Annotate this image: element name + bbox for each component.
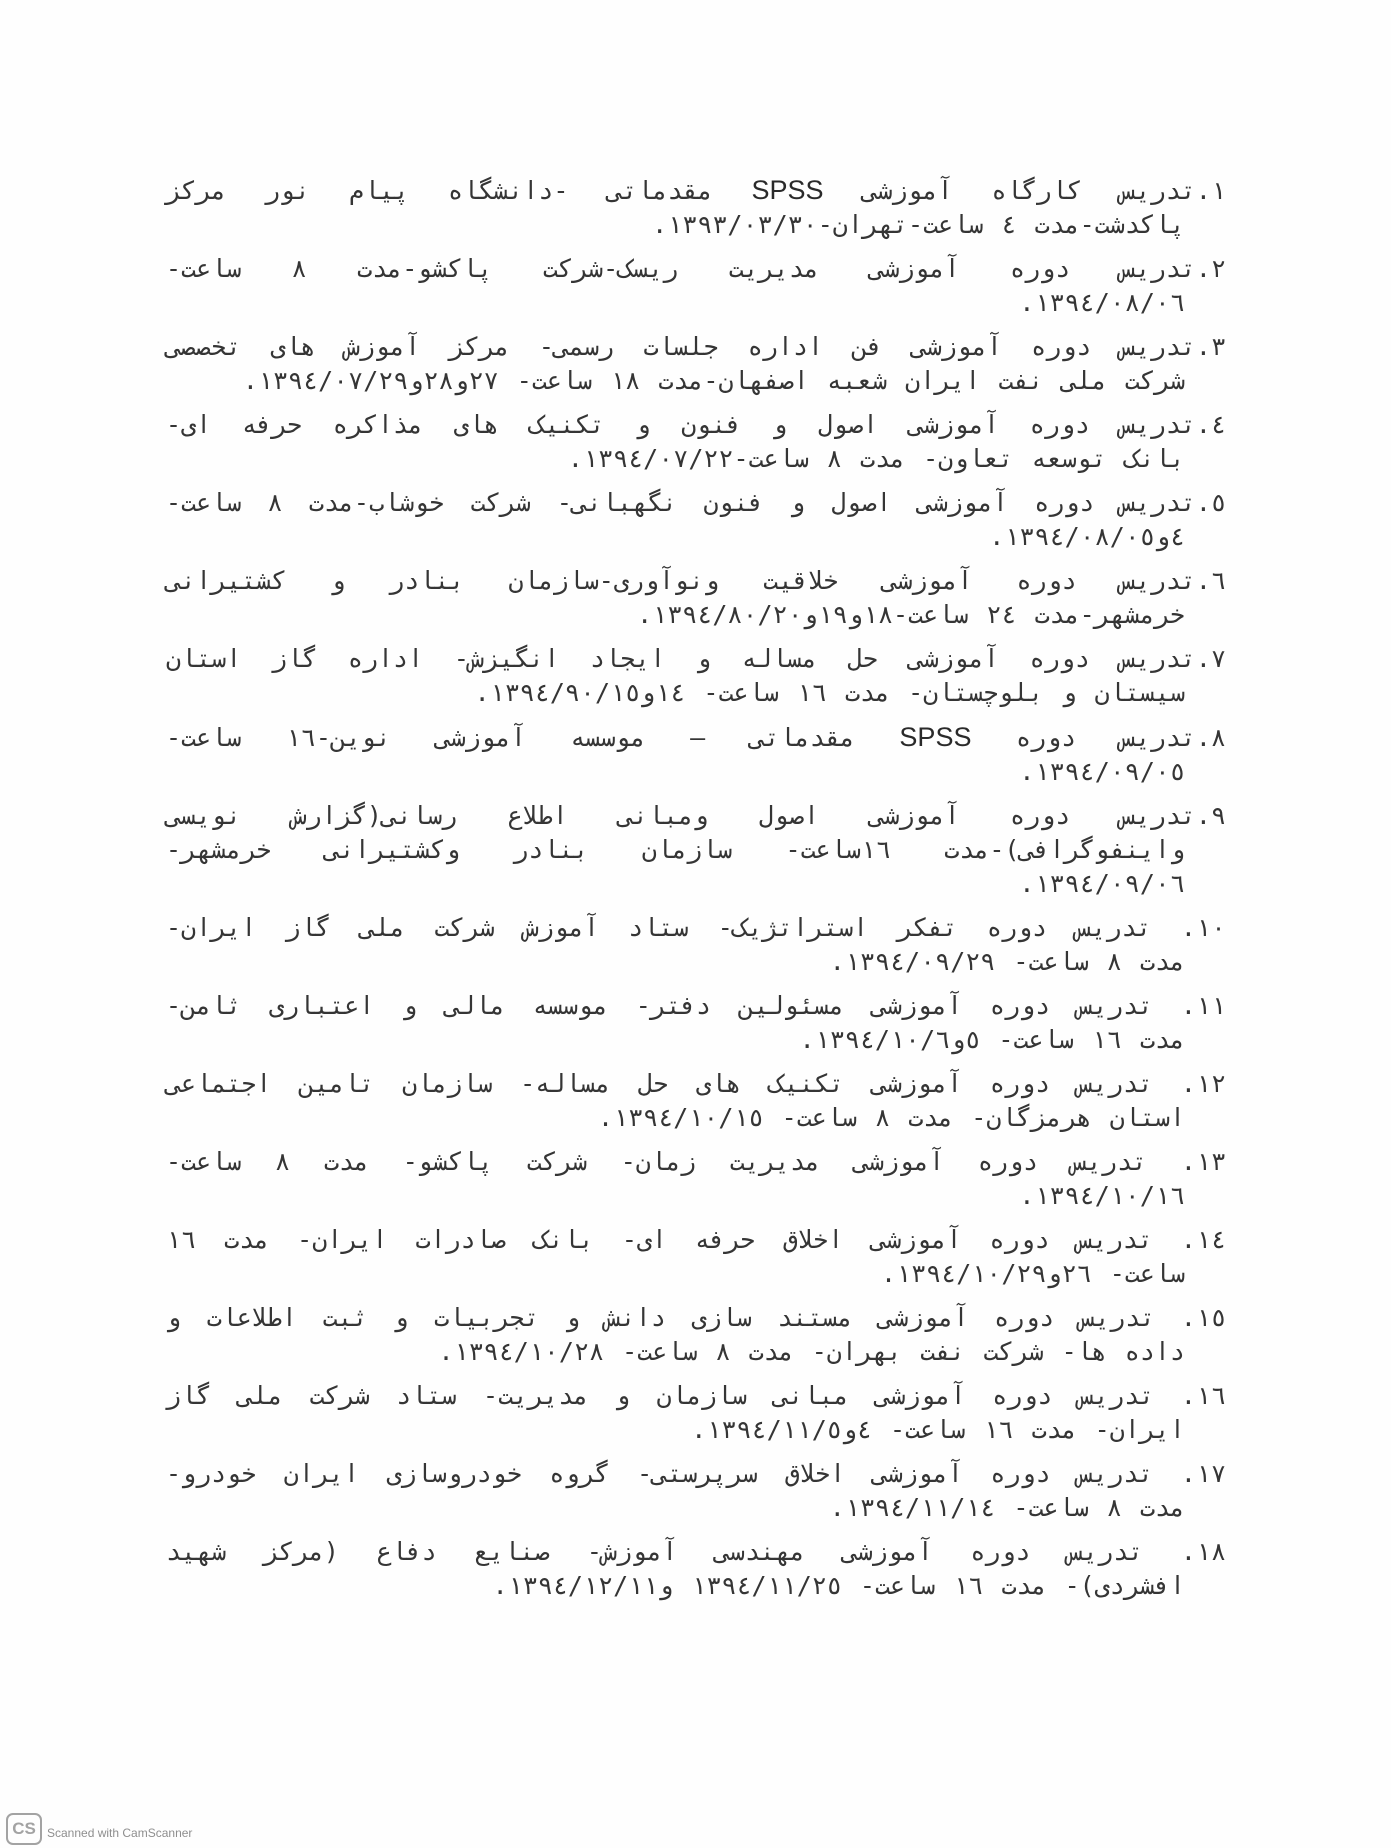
item-line: ١٣٩٤/٠٩/٠٦. bbox=[1019, 869, 1185, 898]
line-text: مقدماتی -دانشگاه پیام نور مرکز bbox=[166, 176, 752, 205]
line-text-latin: SPSS bbox=[751, 175, 824, 205]
item-line: ١٤. تدریس دوره آموزشی اخلاق حرفه ای- بانک صادرات ایران- مدت ١٦ bbox=[166, 1225, 1226, 1254]
item-line: داده ها- شرکت نفت بهران- مدت ٨ ساعت- ١٣٩٤/١٠/٢٨. bbox=[438, 1337, 1185, 1366]
item-line: ١٢. تدریس دوره آموزشی تکنیک های حل مساله- سازمان تامین اجتماعی bbox=[166, 1069, 1226, 1098]
item-line: ١٦. تدریس دوره آموزشی مبانی سازمان و مدیریت- ستاد شرکت ملی گاز bbox=[166, 1381, 1226, 1410]
item-line: ١٣. تدریس دوره آموزشی مدیریت زمان- شرکت پاکشو- مدت ٨ ساعت- bbox=[166, 1147, 1226, 1176]
item-line: ١٣٩٤/١٠/١٦. bbox=[1019, 1181, 1185, 1210]
list-item bbox=[166, 1535, 1226, 1603]
list-item bbox=[166, 1379, 1226, 1447]
item-line: ١٨. تدریس دوره آموزشی مهندسی آموزش- صنایع دفاع (مرکز شهید bbox=[166, 1537, 1226, 1566]
list-item bbox=[166, 1145, 1226, 1213]
list-item bbox=[166, 720, 1226, 789]
list-item bbox=[166, 642, 1226, 710]
item-line: افشردی)- مدت ١٦ ساعت- ١٣٩٤/١١/٢٥ و١٣٩٤/١٢/١١. bbox=[492, 1571, 1185, 1600]
item-line: پاکدشت-مدت ٤ ساعت-تهران-١٣٩٣/٠٣/٣٠. bbox=[652, 210, 1185, 239]
item-line bbox=[166, 173, 1226, 208]
item-line: ٢.تدریس دوره آموزشی مدیریت ریسک-شرکت پاکشو-مدت ٨ ساعت- bbox=[166, 254, 1226, 283]
item-line: ٦.تدریس دوره آموزشی خلاقیت ونوآوری-سازمان بنادر و کشتیرانی bbox=[166, 566, 1226, 595]
line-text: مقدماتی – موسسه آموزشی نوین-١٦ ساعت- bbox=[166, 723, 900, 752]
list-item bbox=[166, 1301, 1226, 1369]
item-line: ١٧. تدریس دوره آموزشی اخلاق سرپرستی- گروه خودروسازی ایران خودرو- bbox=[166, 1459, 1226, 1488]
item-line: ١٣٩٤/٠٨/٠٦. bbox=[1019, 288, 1185, 317]
list-item bbox=[166, 911, 1226, 979]
item-line bbox=[166, 720, 1226, 755]
item-line: ٤و١٣٩٤/٠٨/٠٥. bbox=[989, 522, 1185, 551]
item-line: سیستان و بلوچستان- مدت ١٦ ساعت- ١٤و١٣٩٤/٩٠/١٥. bbox=[474, 678, 1185, 707]
list-item bbox=[166, 486, 1226, 554]
item-line: ساعت- ٢٦و١٣٩٤/١٠/٢٩. bbox=[880, 1259, 1185, 1288]
item-line: مدت ١٦ ساعت- ٥و١٣٩٤/١٠/٦. bbox=[799, 1025, 1185, 1054]
item-line: ١١. تدریس دوره آموزشی مسئولین دفتر- موسسه مالی و اعتباری ثامن- bbox=[166, 991, 1226, 1020]
list-item bbox=[166, 989, 1226, 1057]
list-item bbox=[166, 1457, 1226, 1525]
item-line: ٥.تدریس دوره آموزشی اصول و فنون نگهبانی- شرکت خوشاب-مدت ٨ ساعت- bbox=[166, 488, 1226, 517]
line-text-latin: SPSS bbox=[899, 722, 972, 752]
list-item bbox=[166, 173, 1226, 242]
line-text: ٨.تدریس دوره bbox=[971, 723, 1226, 752]
list-item bbox=[166, 1223, 1226, 1291]
item-line: مدت ٨ ساعت- ١٣٩٤/١١/١٤. bbox=[829, 1493, 1185, 1522]
list-item bbox=[166, 330, 1226, 398]
item-line: استان هرمزگان- مدت ٨ ساعت- ١٣٩٤/١٠/١٥. bbox=[598, 1103, 1185, 1132]
item-line: ١٥. تدریس دوره آموزشی مستند سازی دانش و تجربیات و ثبت اطلاعات و bbox=[166, 1303, 1226, 1332]
item-line: شرکت ملی نفت ایران شعبه اصفهان-مدت ١٨ ساعت- ٢٧و٢٨و١٣٩٤/٠٧/٢٩. bbox=[242, 366, 1185, 395]
list-item bbox=[166, 799, 1226, 901]
item-line: ٣.تدریس دوره آموزشی فن اداره جلسات رسمی- مرکز آموزش های تخصصی bbox=[166, 332, 1226, 361]
list-item bbox=[166, 1067, 1226, 1135]
scanner-watermark-text: Scanned with CamScanner bbox=[47, 1826, 193, 1840]
item-line: مدت ٨ ساعت- ١٣٩٤/٠٩/٢٩. bbox=[829, 947, 1185, 976]
item-line: خرمشهر-مدت ٢٤ ساعت-١٨و١٩و١٣٩٤/٨٠/٢٠. bbox=[637, 600, 1185, 629]
camscanner-logo-icon: CS bbox=[6, 1813, 42, 1845]
item-line: ٧.تدریس دوره آموزشی حل مساله و ایجاد انگیزش- اداره گاز استان bbox=[166, 644, 1226, 673]
list-item bbox=[166, 564, 1226, 632]
line-text: ١.تدریس کارگاه آموزشی bbox=[823, 176, 1227, 205]
item-line: ١٠. تدریس دوره تفکر استراتژیک- ستاد آموزش شرکت ملی گاز ایران- bbox=[166, 913, 1226, 942]
item-line: ٩.تدریس دوره آموزشی اصول ومبانی اطلاع رسانی(گزارش نویسی bbox=[166, 801, 1226, 830]
item-line: واینفوگرافی)-مدت ١٦ساعت- سازمان بنادر وکشتیرانی خرمشهر- bbox=[166, 835, 1185, 864]
list-item bbox=[166, 252, 1226, 320]
item-line: بانک توسعه تعاون- مدت ٨ ساعت-١٣٩٤/٠٧/٢٢. bbox=[567, 444, 1185, 473]
teaching-record-list bbox=[166, 173, 1226, 1613]
item-line: ٤.تدریس دوره آموزشی اصول و فنون و تکنیک های مذاکره حرفه ای- bbox=[166, 410, 1226, 439]
item-line: ایران- مدت ١٦ ساعت- ٤و١٣٩٤/١١/٥. bbox=[691, 1415, 1185, 1444]
list-item bbox=[166, 408, 1226, 476]
item-line: ١٣٩٤/٠٩/٠٥. bbox=[1019, 757, 1185, 786]
